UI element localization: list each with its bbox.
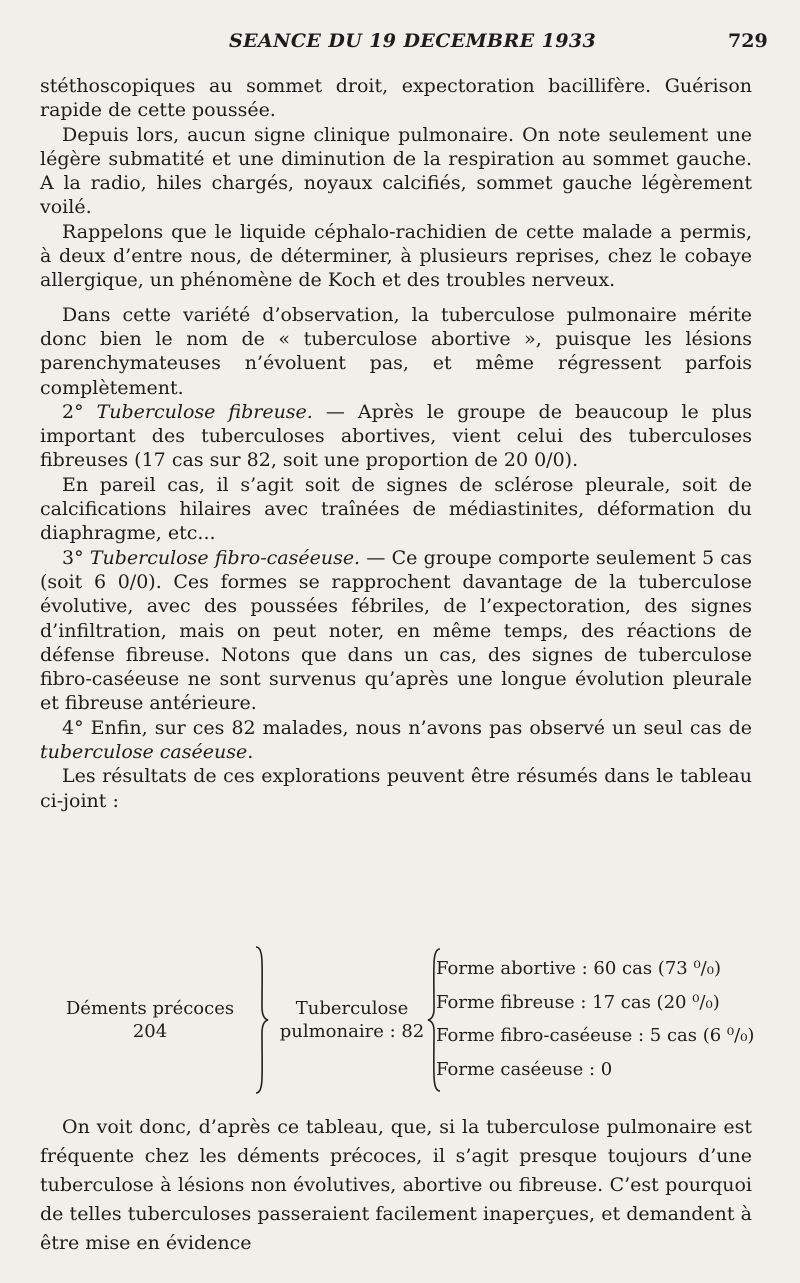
- paragraph: Depuis lors, aucun signe clinique pulmonaire. On note seulement une légère submatité et une diminution de la respiration au sommet gauche. A la radio, hiles chargés, noyaux calcifiés, sommet gauche légèrement voilé.: [40, 123, 752, 219]
- running-title: SEANCE DU 19 DECEMBRE 1933: [229, 30, 597, 52]
- paragraph: On voit donc, d’après ce tableau, que, si la tuberculose pulmonaire est fréquente chez les déments précoces, il s’agit presque toujours d’une tuberculose à lésions non évolutives, abortive ou fibreuse. C’est pourquoi de telles tuberculoses passeraient facilement inaperçues, et demandent à être mise en évidence: [40, 1116, 752, 1254]
- table-middle-count: pulmonaire : 82: [279, 1021, 425, 1042]
- section-title: Tuberculose fibreuse.: [96, 400, 313, 423]
- section-text: — Après le groupe de beaucoup le plus important des tuberculoses abortives, vient celui des tuberculoses fibreuses (17 cas sur 82, soit une proportion de 20 0/0).: [40, 400, 752, 472]
- section-number: 3°: [62, 546, 90, 569]
- section-number: 2°: [62, 400, 97, 423]
- paragraph: Dans cette variété d’observation, la tuberculose pulmonaire mérite donc bien le nom de « tuberculose abortive », puisque les lésions parenchymateuses n’évoluent pas, et même régressent parfois complètement.: [40, 303, 752, 399]
- table-row: Forme fibreuse : 17 cas (20 ⁰/₀): [436, 991, 720, 1013]
- paragraph: stéthoscopiques au sommet droit, expectoration bacillifère. Guérison rapide de cette poussée.: [40, 75, 752, 122]
- table-middle-label: Tuberculose: [295, 998, 409, 1019]
- section-text: — Ce groupe comporte seulement 5 cas (soit 6 0/0). Ces formes se rapprochent davantage de la tuberculose évolutive, avec des poussées fébriles, de l’expectoration, des signes d’infiltration, mais on peut noter, en même temps, des réactions de défense fibreuse. Notons que dans un cas, des signes de tuberculose fibro-caséeuse ne sont survenus qu’après une longue évolution pleurale et fibreuse antérieure.: [40, 546, 752, 715]
- section-title: Tuberculose fibro-caséeuse.: [89, 546, 361, 569]
- section-title: tuberculose caséeuse: [40, 741, 248, 764]
- closing-text: [40, 1113, 752, 1258]
- paragraph: Les résultats de ces explorations peuvent être résumés dans le tableau ci-joint :: [40, 765, 752, 812]
- table-left-label: Déments précoces: [65, 998, 235, 1019]
- body-text: [40, 74, 752, 813]
- page-number: 729: [728, 30, 768, 52]
- paragraph-caseeuse: [40, 716, 752, 765]
- table-middle-cell: [272, 997, 432, 1043]
- table-row: Forme caséeuse : 0: [436, 1058, 613, 1080]
- table-left-cell: [50, 997, 250, 1043]
- paragraph: En pareil cas, il s’agit soit de signes de sclérose pleurale, soit de calcifications hilaires avec traînées de médiastinites, déformation du diaphragme, etc...: [40, 473, 752, 545]
- table-forms-list: [436, 955, 776, 1089]
- summary-table: [40, 945, 770, 1095]
- left-brace: [252, 945, 272, 1095]
- section-text: 4° Enfin, sur ces 82 malades, nous n’avons pas observé un seul cas de: [62, 716, 752, 739]
- paragraph: Rappelons que le liquide céphalo-rachidien de cette malade a permis, à deux d’entre nous, de déterminer, à plusieurs reprises, chez le cobaye allergique, un phénomène de Koch et des troubles nerveux.: [40, 220, 752, 292]
- section-end: .: [247, 741, 254, 764]
- table-left-count: 204: [132, 1021, 168, 1042]
- table-row: Forme fibro-caséeuse : 5 cas (6 ⁰/₀): [436, 1025, 755, 1046]
- page-header: [0, 30, 800, 60]
- paragraph-fibreuse: [40, 400, 752, 473]
- table-row: Forme abortive : 60 cas (73 ⁰/₀): [436, 958, 721, 979]
- paragraph-fibro-caseeuse: [40, 546, 752, 716]
